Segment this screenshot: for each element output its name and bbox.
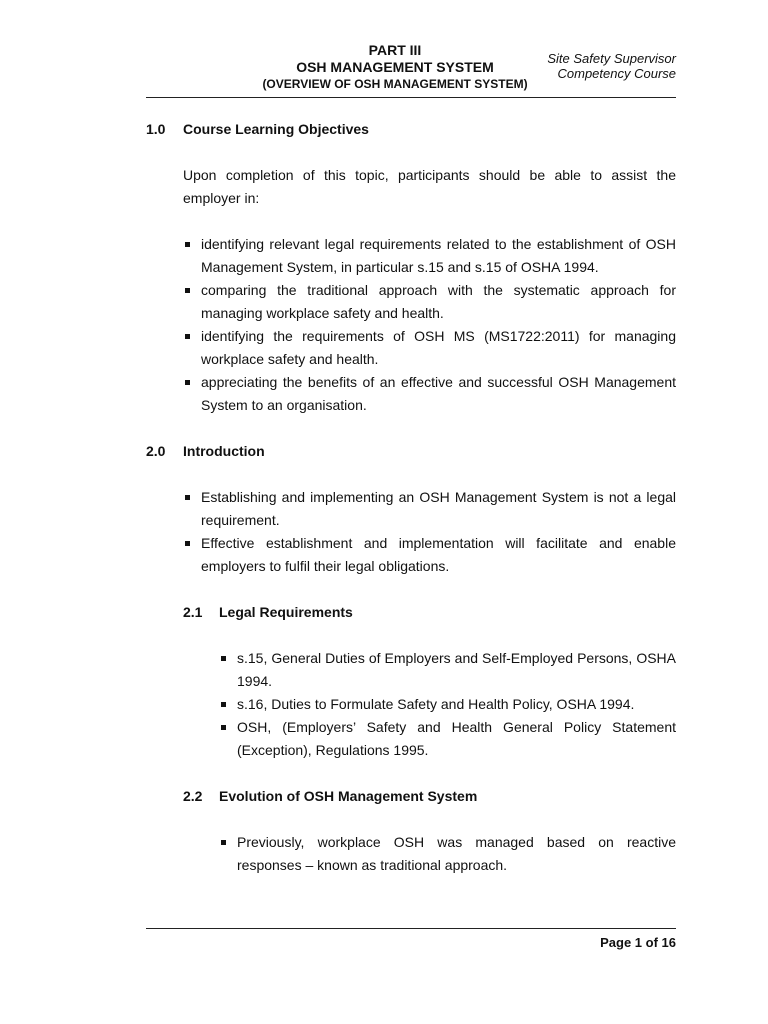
section-title: Legal Requirements <box>219 604 353 620</box>
bullet-icon <box>185 288 190 293</box>
bullet-icon <box>185 242 190 247</box>
course-name-line2: Competency Course <box>557 66 676 81</box>
list-item: Previously, workplace OSH was managed based on reactive responses – known as traditional approach. <box>219 831 676 877</box>
page-number: Page 1 of 16 <box>600 935 676 950</box>
list-item: comparing the traditional approach with the systematic approach for managing workplace safety and health. <box>183 279 676 325</box>
section-number: 2.0 <box>146 443 166 459</box>
bullet-icon <box>185 334 190 339</box>
introduction-list <box>183 486 676 578</box>
bullet-icon <box>185 541 190 546</box>
section-number: 2.2 <box>183 788 203 804</box>
list-item: s.15, General Duties of Employers and Self-Employed Persons, OSHA 1994. <box>219 647 676 693</box>
section-heading-2-1 <box>183 601 676 624</box>
system-title: OSH MANAGEMENT SYSTEM <box>296 59 494 75</box>
list-item: s.16, Duties to Formulate Safety and Health Policy, OSHA 1994. <box>219 693 676 716</box>
bullet-icon <box>185 495 190 500</box>
bullet-icon <box>221 702 226 707</box>
bullet-icon <box>221 840 226 845</box>
list-item: identifying the requirements of OSH MS (MS1722:2011) for managing workplace safety and health. <box>183 325 676 371</box>
section-heading-2-0 <box>146 440 676 463</box>
footer-divider <box>146 928 676 929</box>
section-intro-paragraph: Upon completion of this topic, participants should be able to assist the employer in: <box>183 167 676 206</box>
section-number: 2.1 <box>183 604 203 620</box>
list-item: Effective establishment and implementation will facilitate and enable employers to fulfil their legal obligations. <box>183 532 676 578</box>
section-number: 1.0 <box>146 121 166 137</box>
section-heading-2-2 <box>183 785 676 808</box>
list-item: identifying relevant legal requirements related to the establishment of OSH Management System, in particular s.15 and s.15 of OSHA 1994. <box>183 233 676 279</box>
section-title: Course Learning Objectives <box>183 121 369 137</box>
list-item: appreciating the benefits of an effective and successful OSH Management System to an organisation. <box>183 371 676 417</box>
evolution-list <box>219 831 676 877</box>
objectives-list <box>183 233 676 417</box>
legal-requirements-list <box>219 647 676 762</box>
list-item: Establishing and implementing an OSH Management System is not a legal requirement. <box>183 486 676 532</box>
section-title: Evolution of OSH Management System <box>219 788 478 804</box>
section-title: Introduction <box>183 443 265 459</box>
bullet-icon <box>185 380 190 385</box>
list-item: OSH, (Employers’ Safety and Health General Policy Statement (Exception), Regulations 1995. <box>219 716 676 762</box>
section-heading-1-0 <box>146 118 676 141</box>
header-divider <box>146 97 676 98</box>
header-title-block <box>230 42 560 93</box>
course-name-line1: Site Safety Supervisor <box>547 51 676 66</box>
course-name <box>547 51 676 81</box>
bullet-icon <box>221 656 226 661</box>
overview-subtitle: (OVERVIEW OF OSH MANAGEMENT SYSTEM) <box>262 77 528 91</box>
bullet-icon <box>221 725 226 730</box>
part-title: PART III <box>368 42 422 58</box>
document-body <box>146 118 676 877</box>
